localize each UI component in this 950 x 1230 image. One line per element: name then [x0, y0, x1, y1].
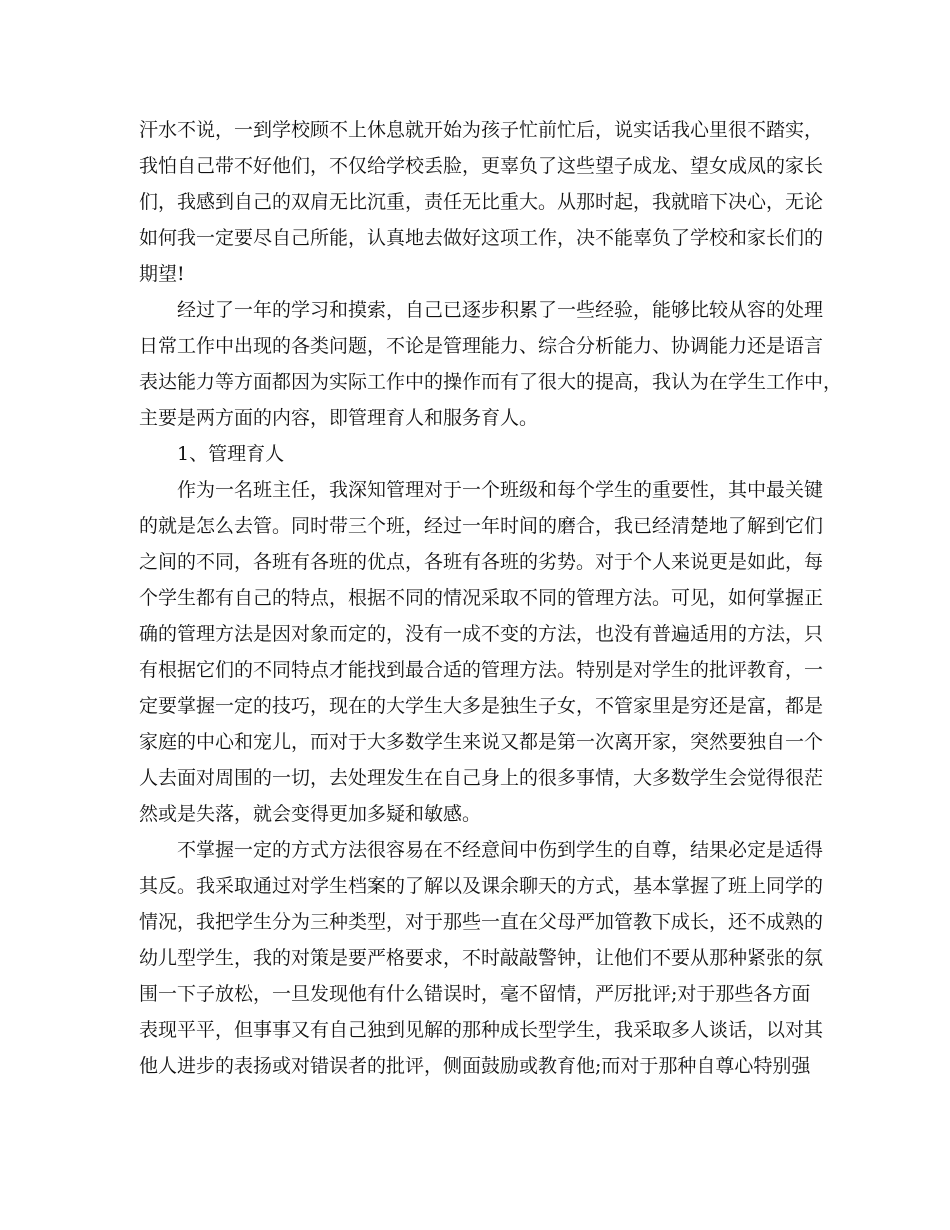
- text-line: 其反。我采取通过对学生档案的了解以及课余聊天的方式，基本掌握了班上同学的: [139, 875, 824, 897]
- text-line: 表现平平，但事事又有自己独到见解的那种成长型学生，我采取多人谈话，以对其: [139, 1019, 824, 1041]
- text-line: 然或是失落，就会变得更加多疑和敏感。: [139, 803, 482, 825]
- text-line: 之间的不同，各班有各班的优点，各班有各班的劣势。对于个人来说更是如此，每: [139, 551, 824, 573]
- text-line: 我怕自己带不好他们，不仅给学校丢脸，更辜负了这些望子成龙、望女成凤的家长: [139, 155, 824, 177]
- text-line: 如何我一定要尽自己所能，认真地去做好这项工作，决不能辜负了学校和家长们的: [139, 227, 824, 249]
- text-line: 家庭的中心和宠儿，而对于大多数学生来说又都是第一次离开家，突然要独自一个: [139, 731, 824, 753]
- text-line: 他人进步的表扬或对错误者的批评，侧面鼓励或教育他;而对于那种自尊心特别强: [139, 1055, 811, 1077]
- text-line: 汗水不说，一到学校顾不上休息就开始为孩子忙前忙后，说实话我心里很不踏实，: [139, 119, 824, 141]
- text-line: 表达能力等方面都因为实际工作中的操作而有了很大的提高，我认为在学生工作中，: [139, 371, 843, 393]
- paragraph-first-line: 不掌握一定的方式方法很容易在不经意间中伤到学生的自尊，结果必定是适得: [177, 839, 824, 861]
- text-line: 的就是怎么去管。同时带三个班，经过一年时间的磨合，我已经清楚地了解到它们: [139, 515, 824, 537]
- text-line: 确的管理方法是因对象而定的，没有一成不变的方法，也没有普遍适用的方法，只: [139, 623, 824, 645]
- text-line: 们，我感到自己的双肩无比沉重，责任无比重大。从那时起，我就暗下决心，无论: [139, 191, 824, 213]
- text-line: 幼儿型学生，我的对策是要严格要求，不时敲敲警钟，让他们不要从那种紧张的氛: [139, 947, 824, 969]
- paragraph-first-line: 经过了一年的学习和摸索，自己已逐步积累了一些经验，能够比较从容的处理: [177, 299, 824, 321]
- section-heading: 1、管理育人: [177, 443, 285, 465]
- text-line: 个学生都有自己的特点，根据不同的情况采取不同的管理方法。可见，如何掌握正: [139, 587, 824, 609]
- text-line: 定要掌握一定的技巧，现在的大学生大多是独生子女，不管家里是穷还是富，都是: [139, 695, 824, 717]
- text-line: 期望!: [139, 263, 185, 285]
- paragraph-first-line: 作为一名班主任，我深知管理对于一个班级和每个学生的重要性，其中最关键: [177, 479, 824, 501]
- text-line: 主要是两方面的内容，即管理育人和服务育人。: [139, 407, 539, 429]
- text-line: 有根据它们的不同特点才能找到最合适的管理方法。特别是对学生的批评教育，一: [139, 659, 824, 681]
- text-line: 情况，我把学生分为三种类型，对于那些一直在父母严加管教下成长，还不成熟的: [139, 911, 824, 933]
- text-line: 人去面对周围的一切，去处理发生在自己身上的很多事情，大多数学生会觉得很茫: [139, 767, 824, 789]
- text-line: 围一下子放松，一旦发现他有什么错误时，毫不留情，严厉批评;对于那些各方面: [139, 983, 811, 1005]
- text-line: 日常工作中出现的各类问题，不论是管理能力、综合分析能力、协调能力还是语言: [139, 335, 824, 357]
